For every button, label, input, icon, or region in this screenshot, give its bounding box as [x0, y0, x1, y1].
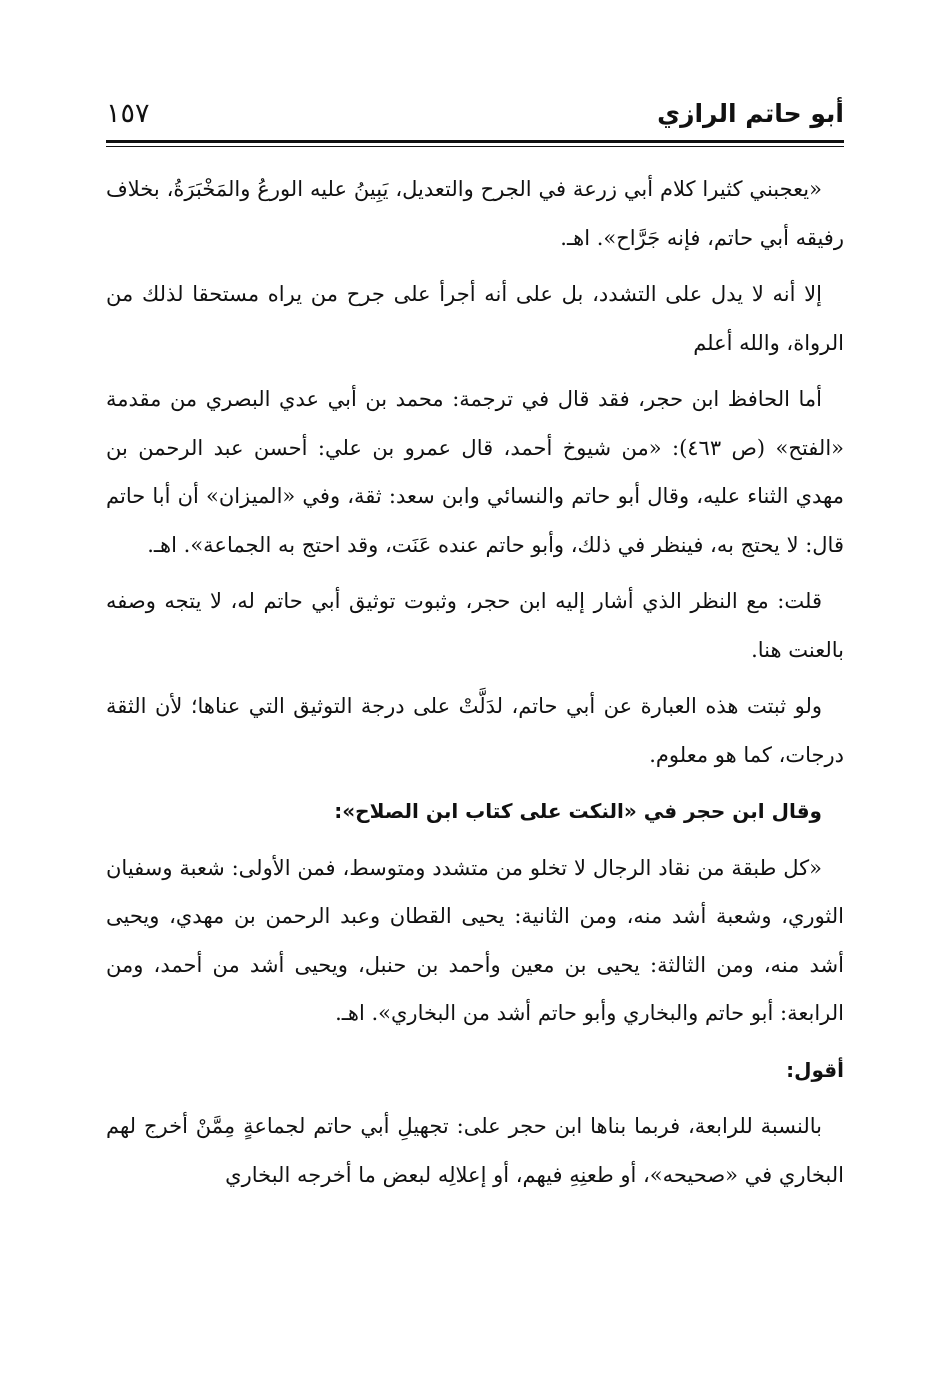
paragraph-ibn-hajar-fath: أما الحافظ ابن حجر، فقد قال في ترجمة: محمد بن أبي عدي البصري من مقدمة «الفتح» (ص ٤٦٣): «من شيوخ أحمد، قال عمرو بن علي: أحسن عبد الرحمن بن مهدي الثناء عليه، وقال أبو حاتم والنسائي وابن سعد: ثقة، وفي «الميزان» أن أبا حاتم قال: لا يحتج به، فينظر في ذلك، وأبو حاتم عنده عَنَت، وقد احتج به الجماعة». اهـ. — [106, 387, 844, 557]
running-header-title: أبو حاتم الرازي — [657, 99, 844, 128]
paragraph-aqulu-heading: أقول: — [786, 1057, 844, 1082]
paragraph-quote-abu-zura: «يعجبني كثيرا كلام أبي زرعة في الجرح والتعديل، يَبِينُ عليه الورعُ والمَخْبَرَةُ، بخلاف رفيقه أبي حاتم، فإنه جَرَّاح». اهـ. — [106, 177, 844, 250]
running-header — [106, 88, 844, 134]
paragraph-nukat-heading: وقال ابن حجر في «النكت على كتاب ابن الصلاح»: — [334, 799, 822, 823]
paragraph-rabia: بالنسبة للرابعة، فربما بناها ابن حجر على: تجهيلِ أبي حاتم لجماعةٍ مِمَّنْ أخرج لهم البخاري في «صحيحه»، أو طعنِهِ فيهم، أو إعلالِه لبعض ما أخرجه البخاري — [106, 1114, 844, 1187]
page-body — [106, 165, 844, 1199]
paragraph-thiqa-darajat: ولو ثبتت هذه العبارة عن أبي حاتم، لدَلَّتْ على درجة التوثيق التي عناها؛ لأن الثقة درجات، كما هو معلوم. — [106, 694, 844, 767]
header-rule-thick — [106, 140, 844, 143]
page-number: ١٥٧ — [106, 98, 150, 129]
header-rule-thin — [106, 146, 844, 147]
paragraph-qultu: قلت: مع النظر الذي أشار إليه ابن حجر، وثبوت توثيق أبي حاتم له، لا يتجه وصفه بالعنت هنا. — [106, 589, 844, 662]
book-page — [106, 88, 844, 1207]
paragraph-tabaqat-quote: «كل طبقة من نقاد الرجال لا تخلو من متشدد ومتوسط، فمن الأولى: شعبة وسفيان الثوري، وشعبة أشد منه، ومن الثانية: يحيى القطان وعبد الرحمن بن مهدي، ويحيى أشد منه، ومن الثالثة: يحيى بن معين وأحمد بن حنبل، ويحيى أشد من أحمد، ومن الرابعة: أبو حاتم والبخاري وأبو حاتم أشد من البخاري». اهـ. — [106, 855, 844, 1025]
paragraph-tashaddud: إلا أنه لا يدل على التشدد، بل على أنه أجرأ على جرح من يراه مستحقا لذلك من الرواة، والله أعلم — [106, 282, 844, 355]
